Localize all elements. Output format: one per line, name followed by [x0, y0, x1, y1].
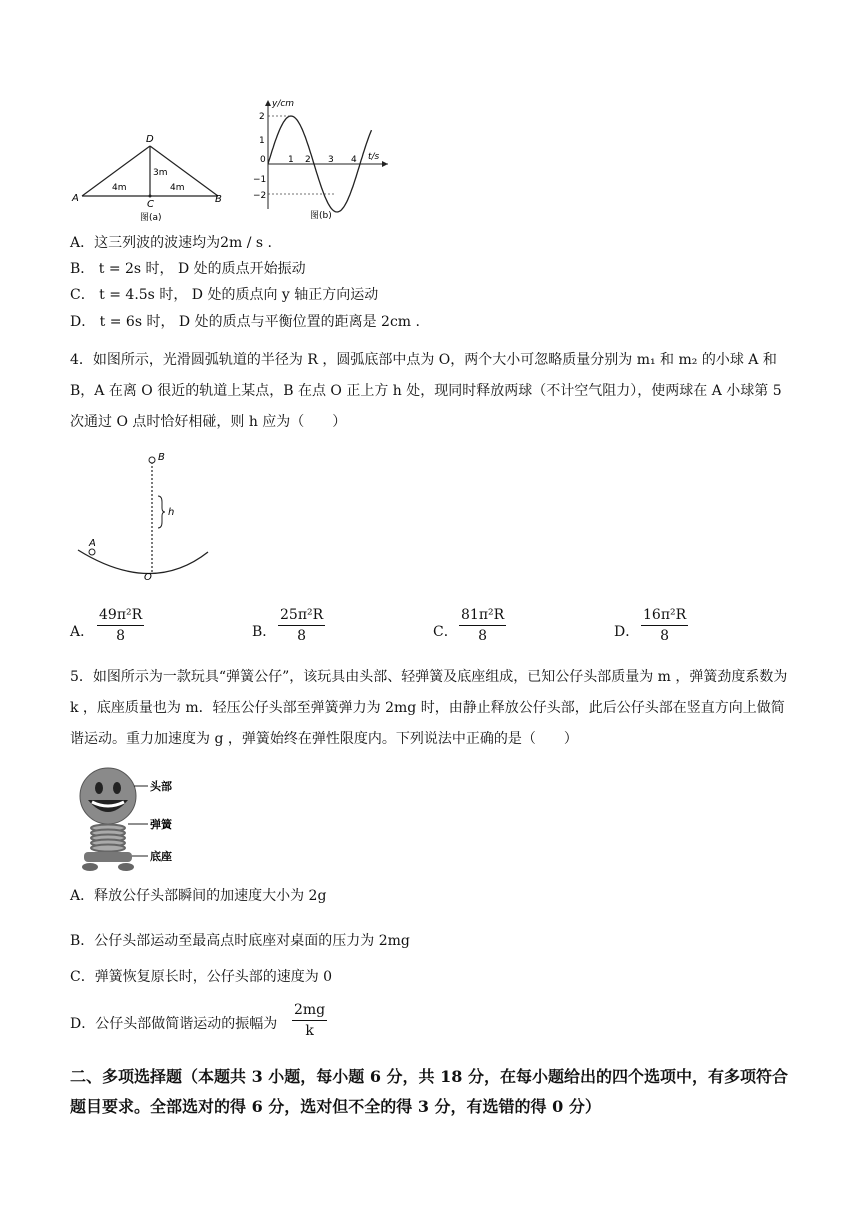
- fig-b-ytick-m1: −1: [253, 175, 267, 185]
- q5-option-d: D．公仔头部做简谐运动的振幅为: [70, 1016, 278, 1032]
- q4-option-c-label: C．: [433, 624, 458, 640]
- fig-a-label-a: A: [72, 193, 79, 204]
- fig-a-label-d: D: [146, 134, 154, 145]
- q4-option-b-fraction: $\frac{\text{25π²R}}{8}$: [280, 607, 324, 644]
- q5-option-b: B．公仔头部运动至最高点时底座对桌面的压力为 2mg: [70, 933, 410, 949]
- q4-question: 4．如图所示，光滑圆弧轨道的半径为 R ，圆弧底部中点为 O，两个大小可忽略质量分别为 m₁ 和 m₂ 的小球 A 和 B，A 在离 O 很近的轨道上某点，B 在点 O 正上方 h 处，现同时释放两球（不计空气阻力），使两球在 A 小球第 5 次通过 O 点时恰好相碰，则 h 应为（ ）: [70, 352, 782, 430]
- fig-q4-label-o: O: [144, 572, 152, 583]
- fig-b-ytick-1: 1: [259, 136, 265, 146]
- fig-b-origin: 0: [260, 155, 266, 165]
- fig-b-axis-x: t/s: [368, 152, 380, 162]
- q4-option-a-label: A．: [70, 624, 95, 640]
- fig-b-ytick-2: 2: [259, 112, 265, 122]
- fig-b-ytick-m2: −2: [253, 191, 267, 201]
- q3-option-d: D． t = 6s 时， D 处的质点与平衡位置的距离是 2cm .: [70, 314, 420, 330]
- q3-option-b: B． t = 2s 时， D 处的质点开始振动: [70, 261, 306, 277]
- q4-option-a-fraction: $\frac{\text{49π²R}}{8}$: [99, 607, 143, 644]
- figure-q4-arc-track: [72, 448, 212, 588]
- figure-b-wave-graph: [248, 94, 396, 224]
- q5-option-d-fraction: $\frac{2mg}{k}$: [294, 1002, 326, 1039]
- q5-option-a: A．释放公仔头部瞬间的加速度大小为 2g: [70, 888, 327, 904]
- fig-b-xtick-4: 4: [351, 155, 357, 165]
- q4-option-b-label: B．: [252, 624, 277, 640]
- fig-b-xtick-3: 3: [328, 155, 334, 165]
- fig-a-dim-height: 3m: [153, 168, 168, 178]
- fig-a-label-c: C: [147, 199, 154, 210]
- fig-a-caption: 图(a): [140, 213, 162, 223]
- q5-question: 5．如图所示为一款玩具“弹簧公仔”，该玩具由头部、轻弹簧及底座组成，已知公仔头部质量为 m ，弹簧劲度系数为 k ，底座质量也为 m．轻压公仔头部至弹簧弹力为 2mg 时，由静止释放公仔头部，此后公仔头部在竖直方向上做简谐运动。重力加速度为 g ，弹簧始终在弹性限度内。下列说法中正确的是（ ）: [70, 669, 788, 747]
- q4-option-d-fraction: $\frac{\text{16π²R}}{8}$: [643, 607, 687, 644]
- fig-q4-label-b: B: [158, 452, 165, 463]
- section-2-heading: 二、多项选择题（本题共 3 小题，每小题 6 分，共 18 分，在每小题给出的四个选项中，有多项符合题目要求。全部选对的得 6 分，选对但不全的得 3 分，有选错的得 0 分）: [70, 1067, 788, 1116]
- q3-option-a: A．这三列波的波速均为2m / s .: [70, 235, 272, 251]
- fig-b-caption: 图(b): [310, 211, 332, 221]
- fig-b-xtick-2: 2: [305, 155, 311, 165]
- q4-option-c-fraction: $\frac{\text{81π²R}}{8}$: [461, 607, 505, 644]
- q4-option-d-label: D．: [614, 624, 640, 640]
- figure-a-triangle: [70, 128, 230, 223]
- figure-q5-spring-toy: [70, 766, 190, 876]
- q3-option-c: C． t = 4.5s 时， D 处的质点向 y 轴正方向运动: [70, 287, 379, 303]
- fig-q5-label-spring: 弹簧: [150, 818, 172, 831]
- q5-option-c: C．弹簧恢复原长时，公仔头部的速度为 0: [70, 969, 333, 985]
- fig-a-dim-left: 4m: [112, 183, 127, 193]
- fig-a-label-b: B: [215, 194, 222, 205]
- fig-q5-label-head: 头部: [150, 780, 172, 793]
- fig-b-xtick-1: 1: [288, 155, 294, 165]
- fig-q4-label-a: A: [89, 538, 96, 549]
- fig-b-axis-y: y/cm: [272, 99, 295, 109]
- fig-q4-label-h: h: [168, 507, 175, 518]
- fig-q5-label-base: 底座: [150, 850, 172, 863]
- fig-a-dim-right: 4m: [170, 183, 185, 193]
